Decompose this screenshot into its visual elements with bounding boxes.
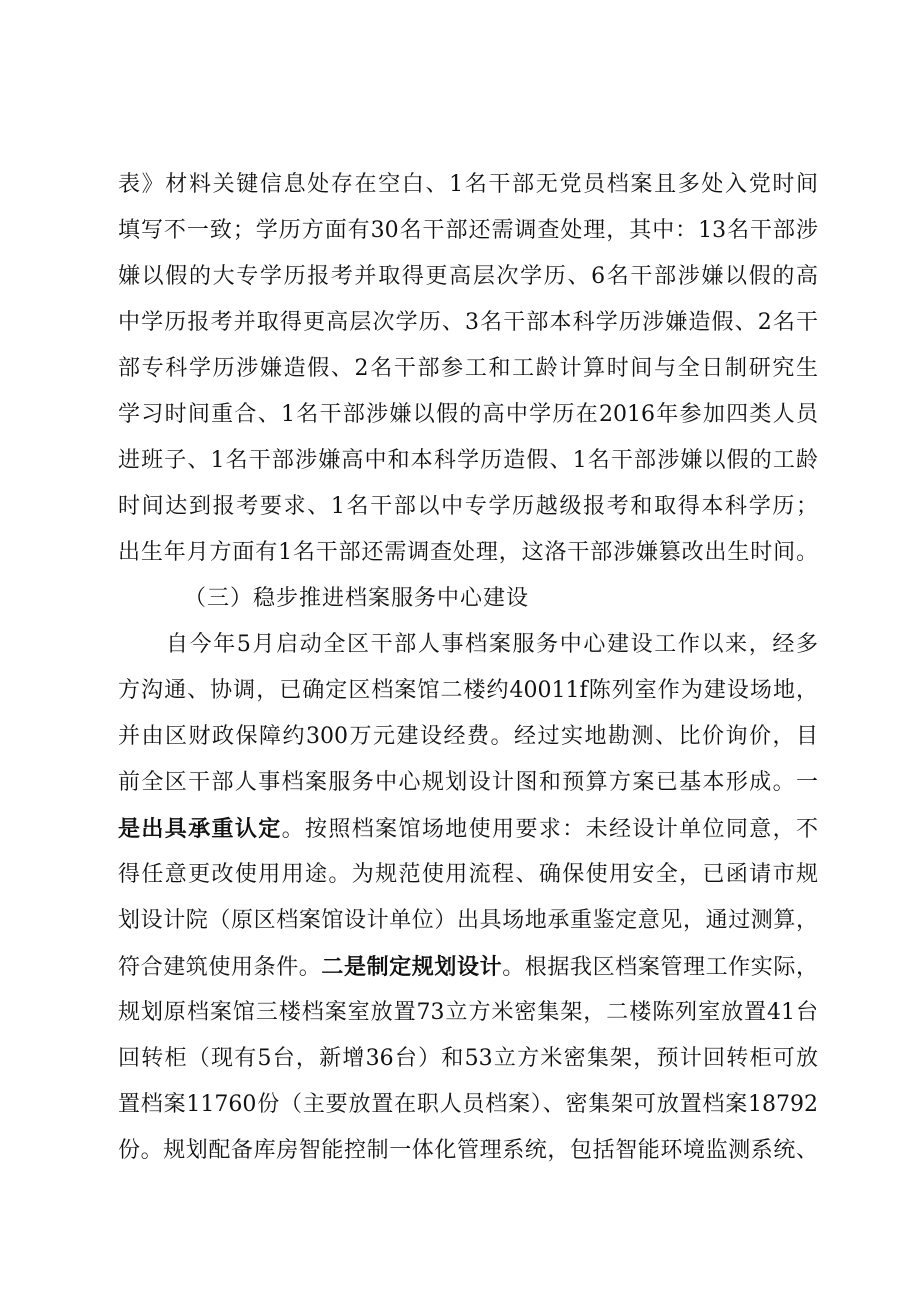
text-line: 出生年月方面有1名干部还需调查处理，这洛干部涉嫌篡改出生时间。 bbox=[118, 540, 818, 565]
text-line: 置档案11760份（主要放置在职人员档案）、密集架可放置档案18792 bbox=[118, 1092, 818, 1117]
bold-phrase: 是出具承重认定 bbox=[118, 816, 282, 842]
text-line: 中学历报考并取得更高层次学历、3名干部本科学历涉嫌造假、2名干 bbox=[118, 310, 818, 335]
text-line: 表》材料关键信息处存在空白、1名干部无党员档案且多处入党时间 bbox=[118, 172, 818, 197]
text-run: 。按照档案馆场地使用要求：未经设计单位同意，不 bbox=[281, 817, 818, 842]
text-line-mixed bbox=[118, 806, 818, 852]
text-line: 嫌以假的大专学历报考并取得更高层次学历、6名干部涉嫌以假的高 bbox=[118, 264, 818, 289]
text-line: 划设计院（原区档案馆设计单位）出具场地承重鉴定意见，通过测算， bbox=[118, 908, 818, 933]
text-line: 份。规划配备库房智能控制一体化管理系统，包括智能环境监测系统、 bbox=[118, 1138, 818, 1163]
bold-phrase: 二是制定规划设计 bbox=[321, 954, 503, 980]
text-line: 得任意更改使用用途。为规范使用流程、确保使用安全，已函请市规 bbox=[118, 862, 818, 887]
text-line: 方沟通、协调，已确定区档案馆二楼约40011f陈列室作为建设场地， bbox=[118, 678, 818, 703]
text-run: 符合建筑使用条件。 bbox=[118, 955, 322, 980]
text-line: 进班子、1名干部涉嫌高中和本科学历造假、1名干部涉嫌以假的工龄 bbox=[118, 448, 818, 473]
body-text bbox=[118, 162, 818, 1174]
text-line: 自今年5月启动全区干部人事档案服务中心建设工作以来，经多 bbox=[166, 632, 818, 657]
text-line: 时间达到报考要求、1名干部以中专学历越级报考和取得本科学历； bbox=[118, 494, 818, 519]
text-line: 规划原档案馆三楼档案室放置73立方米密集架，二楼陈列室放置41台 bbox=[118, 1000, 818, 1025]
text-line-mixed bbox=[118, 944, 818, 990]
text-line: 并由区财政保障约300万元建设经费。经过实地勘测、比价询价，目 bbox=[118, 724, 818, 749]
text-line: 回转柜（现有5台，新增36台）和53立方米密集架，预计回转柜可放 bbox=[118, 1046, 818, 1071]
text-run: 。根据我区档案管理工作实际， bbox=[502, 955, 818, 980]
section-heading: （三）稳步推进档案服务中心建设 bbox=[184, 586, 530, 611]
text-line: 部专科学历涉嫌造假、2名干部参工和工龄计算时间与全日制研究生 bbox=[118, 356, 818, 381]
text-line: 填写不一致；学历方面有30名干部还需调查处理，其中：13名干部涉 bbox=[118, 218, 818, 243]
text-line: 前全区干部人事档案服务中心规划设计图和预算方案已基本形成。一 bbox=[118, 770, 818, 795]
text-line: 学习时间重合、1名干部涉嫌以假的高中学历在2016年参加四类人员 bbox=[118, 402, 818, 427]
